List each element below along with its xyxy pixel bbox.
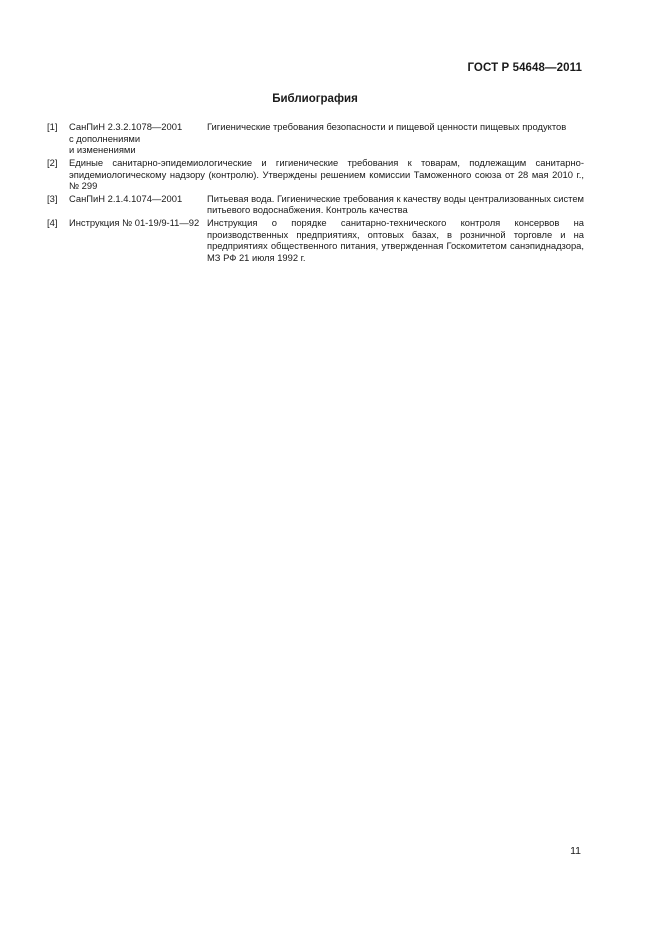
entry-number: [3]: [47, 192, 58, 204]
bibliography-list: [47, 121, 584, 264]
entry-reference: [69, 193, 209, 205]
entry-number: [2]: [47, 157, 58, 168]
bibliography-title: Библиография: [272, 93, 358, 105]
bibliography-entry-2: [47, 157, 584, 192]
entry-description: Единые санитарно-эпидемиологические и гигиенические требования к товарам, подлежащим санитарно-эпидемиологическому надзору (контролю). Утверждены решением комиссии Таможенного союза от 28 мая 2010 г., № 299: [69, 157, 584, 192]
entry-reference-line: и изменениями: [69, 144, 136, 156]
bibliography-entry-1: [47, 121, 584, 156]
entry-number: [1]: [47, 121, 58, 132]
entry-reference-line: СанПиН 2.1.4.1074—2001: [69, 192, 183, 204]
entry-reference-line: с дополнениями: [69, 132, 141, 144]
entry-number: [4]: [47, 216, 58, 228]
entry-description: Инструкция о порядке санитарно-технического контроля консервов на производственных предприятиях, оптовых базах, в розничной торговле и на предприятиях общественного питания, утвержденная Госкомитетом санэпиднадзора, МЗ РФ 21 июля 1992 г.: [207, 216, 584, 263]
document-code: ГОСТ Р 54648—2011: [467, 62, 582, 74]
entry-description: Гигиенические требования безопасности и пищевой ценности пищевых продуктов: [207, 121, 567, 132]
entry-reference: [69, 217, 209, 229]
entry-description: Питьевая вода. Гигиенические требования к качеству воды централизованных систем питьевого водоснабжения. Контроль качества: [207, 192, 584, 216]
entry-reference-line: СанПиН 2.3.2.1078—2001: [69, 121, 183, 132]
bibliography-entry-4: [47, 217, 584, 263]
page-number: 11: [570, 845, 581, 857]
entry-reference-line: Инструкция № 01-19/9-11—92: [69, 216, 200, 228]
entry-reference: [69, 121, 209, 156]
bibliography-entry-3: [47, 193, 584, 216]
